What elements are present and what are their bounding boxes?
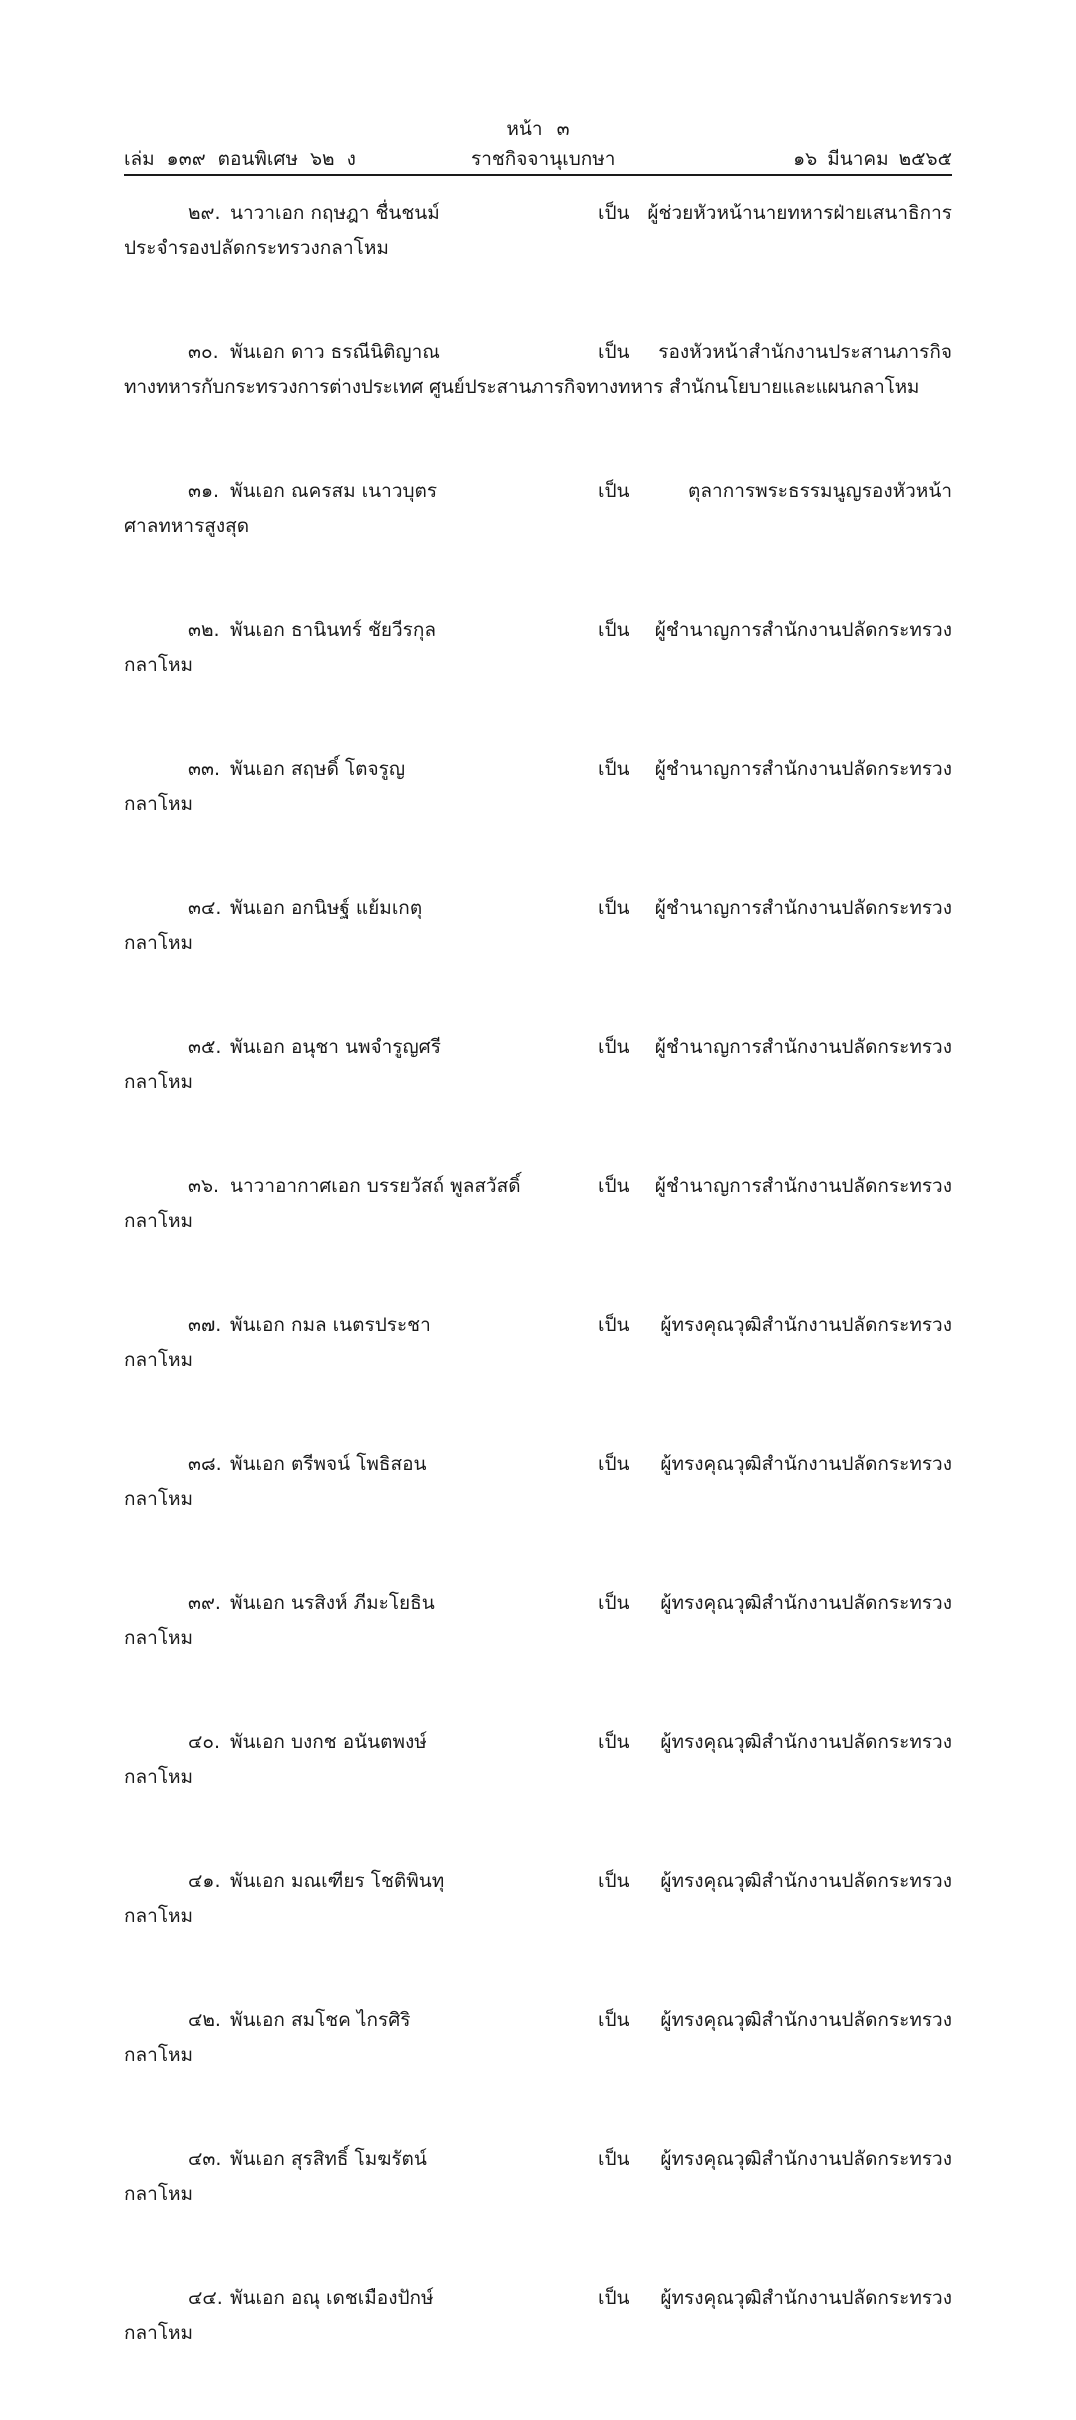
appointment-entry [124, 1308, 952, 1447]
appointment-entry [124, 1725, 952, 1864]
entry-number: ๓๖. [188, 1175, 220, 1197]
entry-position-continued: กลาโหม [124, 1349, 194, 1371]
entry-position: ผู้ทรงคุณวุฒิสำนักงานปลัดกระทรวง [660, 2148, 952, 2170]
entry-position: รองหัวหน้าสำนักงานประสานภารกิจ [658, 341, 952, 363]
entry-position-continued: กลาโหม [124, 1488, 194, 1510]
appointment-entry [124, 1169, 952, 1308]
appointment-entry [124, 474, 952, 613]
publication-title: ราชกิจจานุเบกษา [471, 148, 616, 170]
entry-position: ผู้ชำนาญการสำนักงานปลัดกระทรวง [654, 619, 952, 641]
entry-as: เป็น [598, 758, 630, 780]
entry-position: ผู้ทรงคุณวุฒิสำนักงานปลัดกระทรวง [660, 1731, 952, 1753]
entry-number: ๓๐. [188, 341, 219, 363]
entry-number: ๔๐. [188, 1731, 221, 1753]
date-day: ๑๖ [793, 148, 818, 170]
entry-position: ผู้ทรงคุณวุฒิสำนักงานปลัดกระทรวง [660, 1314, 952, 1336]
entry-number: ๔๔. [188, 2287, 223, 2309]
entry-number: ๓๒. [188, 619, 220, 641]
entry-number: ๔๒. [188, 2009, 221, 2031]
entry-as: เป็น [598, 2287, 630, 2309]
entry-name: พันเอก อกนิษฐ์ แย้มเกตุ [230, 897, 423, 919]
entry-position: ผู้ทรงคุณวุฒิสำนักงานปลัดกระทรวง [660, 2009, 952, 2031]
appointment-entry [124, 335, 952, 474]
appointment-entry [124, 613, 952, 752]
appointment-entry [124, 2142, 952, 2281]
section-letter: ง [346, 148, 356, 170]
section-label: ตอนพิเศษ [217, 148, 298, 170]
entry-number: ๓๕. [188, 1036, 222, 1058]
entry-position-continued: กลาโหม [124, 1071, 194, 1093]
entry-name: พันเอก ดาว ธรณีนิติญาณ [230, 341, 440, 363]
entry-number: ๓๘. [188, 1453, 222, 1475]
section-number: ๖๒ [309, 148, 335, 170]
entry-name: พันเอก นรสิงห์ ภีมะโยธิน [230, 1592, 435, 1614]
entry-position-continued: กลาโหม [124, 654, 194, 676]
entry-as: เป็น [598, 619, 630, 641]
entry-position: ผู้ชำนาญการสำนักงานปลัดกระทรวง [654, 1036, 952, 1058]
entry-as: เป็น [598, 2009, 630, 2031]
appointment-entry [124, 752, 952, 891]
entry-as: เป็น [598, 897, 630, 919]
entry-as: เป็น [598, 1036, 630, 1058]
entry-as: เป็น [598, 341, 630, 363]
gazette-info-row [124, 144, 952, 172]
appointment-entry [124, 1586, 952, 1725]
entry-name: พันเอก สุรสิทธิ์ โมฆรัตน์ [230, 2148, 427, 2170]
entry-as: เป็น [598, 2148, 630, 2170]
page-label: หน้า [506, 118, 543, 140]
entry-position: ผู้ช่วยหัวหน้านายทหารฝ่ายเสนาธิการ [647, 202, 952, 224]
appointment-entry [124, 1030, 952, 1169]
entry-position-continued: ประจำรองปลัดกระทรวงกลาโหม [124, 237, 389, 259]
entry-position: ผู้ทรงคุณวุฒิสำนักงานปลัดกระทรวง [660, 1870, 952, 1892]
entry-position: ตุลาการพระธรรมนูญรองหัวหน้า [688, 480, 952, 502]
entry-name: พันเอก บงกช อนันตพงษ์ [230, 1731, 427, 1753]
entry-name: นาวาเอก กฤษฎา ชื่นชนม์ [230, 202, 440, 224]
entry-position-continued: กลาโหม [124, 932, 194, 954]
appointment-entry [124, 891, 952, 1030]
entry-as: เป็น [598, 480, 630, 502]
entry-name: พันเอก สฤษดิ์ โตจรูญ [230, 758, 406, 780]
entry-as: เป็น [598, 1314, 630, 1336]
volume-label: เล่ม [124, 148, 155, 170]
entry-position: ผู้ทรงคุณวุฒิสำนักงานปลัดกระทรวง [660, 2287, 952, 2309]
entry-position-continued: ทางทหารกับกระทรวงการต่างประเทศ ศูนย์ประสานภารกิจทางทหาร สำนักนโยบายและแผนกลาโหม [124, 376, 920, 398]
entry-position: ผู้ชำนาญการสำนักงานปลัดกระทรวง [654, 758, 952, 780]
appointment-entry [124, 2281, 952, 2420]
entry-number: ๒๙. [188, 202, 221, 224]
entry-number: ๓๓. [188, 758, 221, 780]
entry-position-continued: กลาโหม [124, 2044, 194, 2066]
appointment-list [124, 196, 952, 2420]
appointment-entry [124, 1864, 952, 2003]
entry-number: ๔๓. [188, 2148, 222, 2170]
date-year: ๒๕๖๕ [898, 148, 952, 170]
publication-date [783, 144, 952, 174]
entry-position-continued: กลาโหม [124, 793, 194, 815]
entry-number: ๓๙. [188, 1592, 221, 1614]
entry-position: ผู้ทรงคุณวุฒิสำนักงานปลัดกระทรวง [660, 1453, 952, 1475]
entry-as: เป็น [598, 1175, 630, 1197]
volume-info [124, 144, 368, 174]
entry-name: พันเอก ธานินทร์ ชัยวีรกุล [230, 619, 437, 641]
entry-name: พันเอก ณครสม เนาวบุตร [230, 480, 438, 502]
entry-name: พันเอก ตรีพจน์ โพธิสอน [230, 1453, 427, 1475]
appointment-entry [124, 196, 952, 335]
appointment-entry [124, 2003, 952, 2142]
page-number [124, 114, 952, 144]
entry-as: เป็น [598, 1870, 630, 1892]
entry-as: เป็น [598, 1731, 630, 1753]
entry-position-continued: กลาโหม [124, 1627, 194, 1649]
page-number-value: ๓ [556, 118, 570, 140]
entry-name: นาวาอากาศเอก บรรยวัสถ์ พูลสวัสดิ์ [230, 1175, 521, 1197]
entry-position-continued: กลาโหม [124, 2322, 194, 2344]
entry-position: ผู้ชำนาญการสำนักงานปลัดกระทรวง [654, 897, 952, 919]
entry-name: พันเอก สมโชค ไกรศิริ [230, 2009, 411, 2031]
entry-as: เป็น [598, 202, 630, 224]
appointment-entry [124, 1447, 952, 1586]
entry-position-continued: กลาโหม [124, 2183, 194, 2205]
entry-position: ผู้ทรงคุณวุฒิสำนักงานปลัดกระทรวง [660, 1592, 952, 1614]
entry-as: เป็น [598, 1453, 630, 1475]
entry-position-continued: กลาโหม [124, 1210, 194, 1232]
entry-position: ผู้ชำนาญการสำนักงานปลัดกระทรวง [654, 1175, 952, 1197]
entry-number: ๓๗. [188, 1314, 222, 1336]
entry-as: เป็น [598, 1592, 630, 1614]
entry-number: ๔๑. [188, 1870, 221, 1892]
entry-name: พันเอก อนุชา นพจำรูญศรี [230, 1036, 441, 1058]
entry-position-continued: กลาโหม [124, 1905, 194, 1927]
entry-name: พันเอก อณุ เดชเมืองปักษ์ [230, 2287, 434, 2309]
date-month: มีนาคม [827, 148, 889, 170]
entry-position-continued: กลาโหม [124, 1766, 194, 1788]
entry-name: พันเอก กมล เนตรประชา [230, 1314, 431, 1336]
volume-number: ๑๓๙ [166, 148, 206, 170]
entry-number: ๓๑. [188, 480, 220, 502]
header-divider [124, 174, 952, 176]
entry-position-continued: ศาลทหารสูงสุด [124, 515, 250, 537]
entry-number: ๓๔. [188, 897, 222, 919]
entry-name: พันเอก มณเฑียร โชติพินทุ [230, 1870, 445, 1892]
